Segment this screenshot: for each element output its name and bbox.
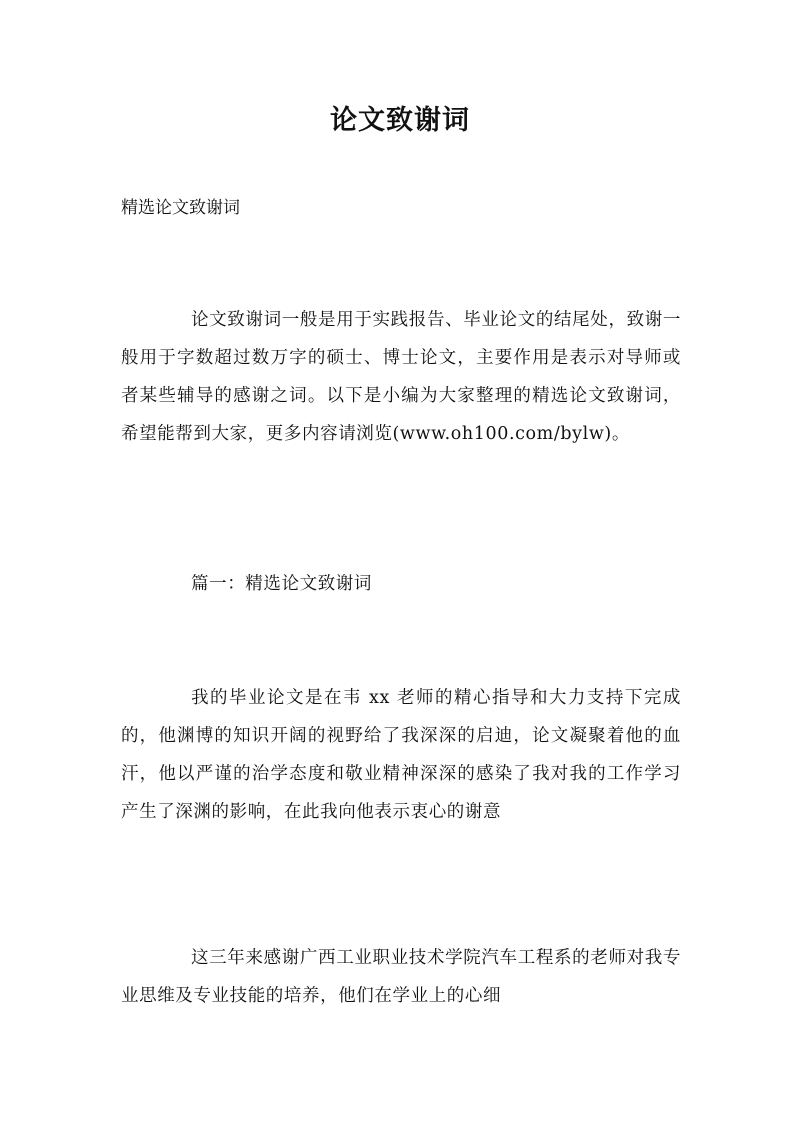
body-paragraph-2: 这三年来感谢广西工业职业技术学院汽车工程系的老师对我专业思维及专业技能的培养，他们在学业上的心细 [121, 948, 681, 1006]
section-heading: 篇一：精选论文致谢词 [191, 574, 372, 594]
document-subtitle: 精选论文致谢词 [121, 198, 240, 218]
document-title: 论文致谢词 [330, 105, 470, 136]
intro-paragraph: 论文致谢词一般是用于实践报告、毕业论文的结尾处，致谢一般用于字数超过数万字的硕士、博士论文，主要作用是表示对导师或者某些辅导的感谢之词。以下是小编为大家整理的精选论文致谢词，希望能帮到大家，更多内容请浏览(www.oh100.com/bylw)。 [121, 310, 681, 444]
body-paragraph-1: 我的毕业论文是在韦 xx 老师的精心指导和大力支持下完成的，他渊博的知识开阔的视野给了我深深的启迪，论文凝聚着他的血汗，他以严谨的治学态度和敬业精神深深的感染了我对我的工作学习产生了深渊的影响，在此我向他表示衷心的谢意 [121, 688, 681, 822]
